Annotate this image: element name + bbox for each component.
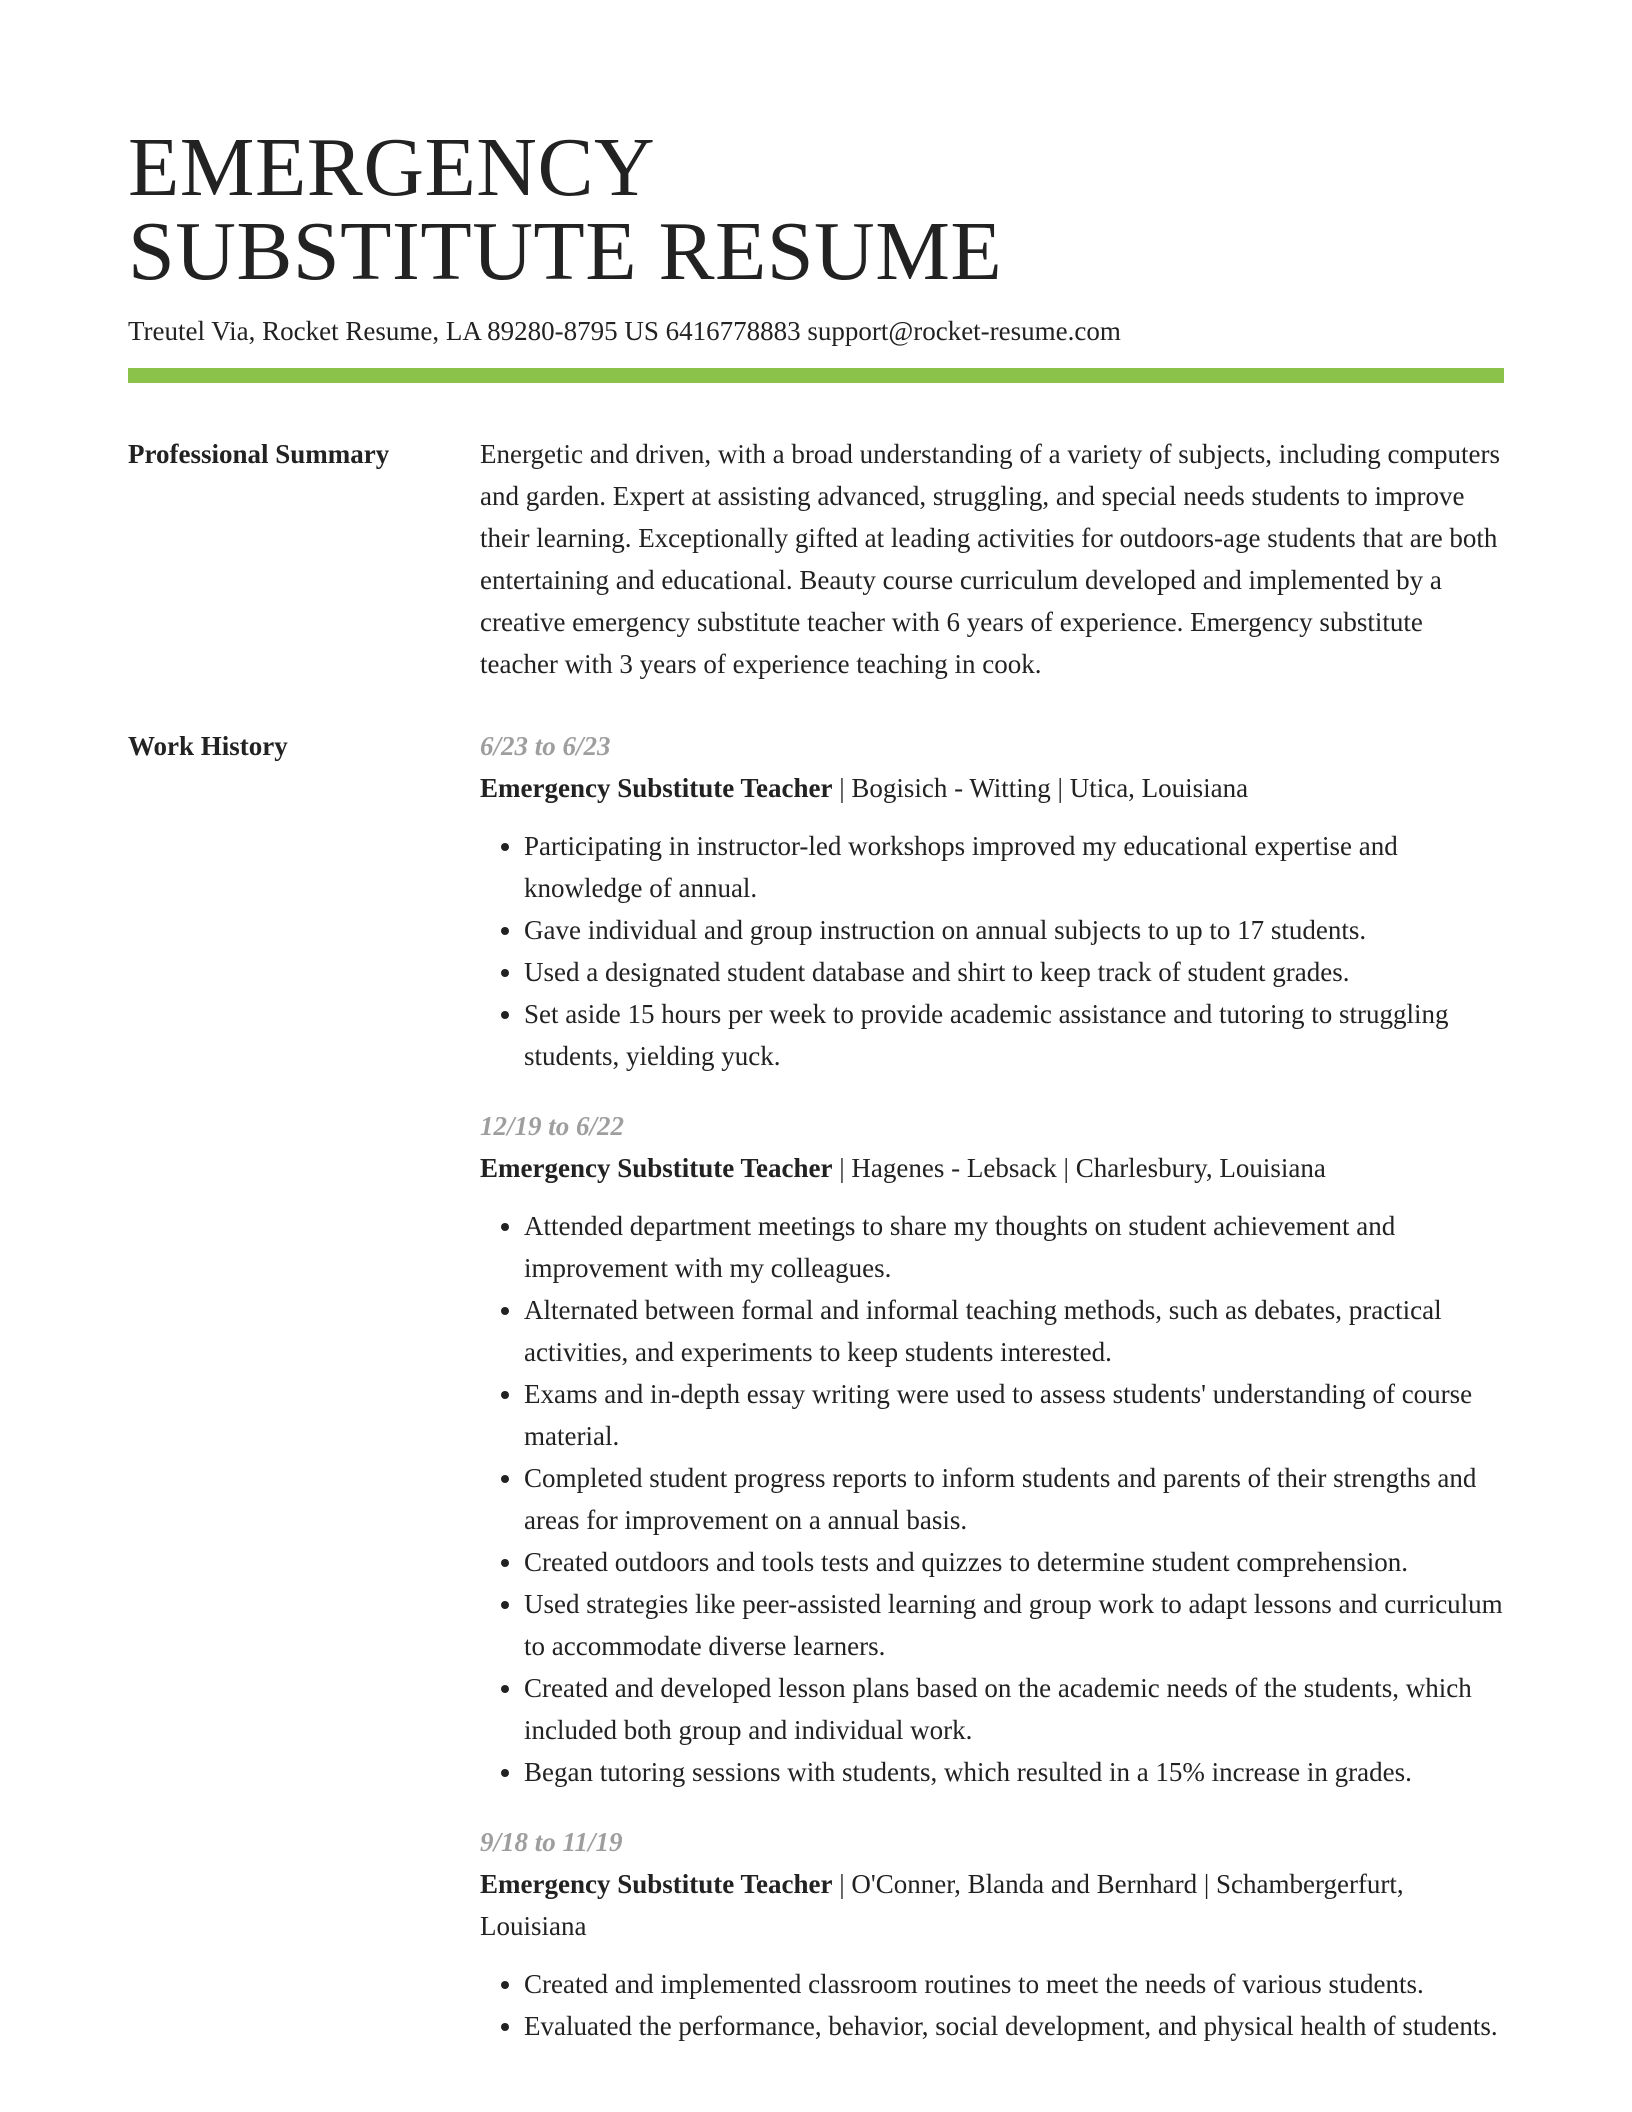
job-bullets: [480, 825, 1504, 1077]
list-item: • Began tutoring sessions with students, which resulted in a 15% increase in grades.: [524, 1751, 1504, 1793]
resume-title-line-1: EMERGENCY: [128, 121, 656, 214]
summary-text: Energetic and driven, with a broad understanding of a variety of subjects, including computers and garden. Expert at assisting advanced, struggling, and special needs students to improve their learning. Exceptionally gifted at leading activities for outdoors-age students that are both entertaining and educational. Beauty course curriculum developed and implemented by a creative emergency substitute teacher with 6 years of experience. Emergency substitute teacher with 3 years of experience teaching in cook.: [480, 439, 1500, 679]
list-item: • Attended department meetings to share my thoughts on student achievement and improvement with my colleagues.: [524, 1205, 1504, 1289]
resume-page: [128, 0, 1504, 2075]
job-header: [480, 1147, 1504, 1189]
job-dates: 12/19 to 6/22: [480, 1111, 625, 1141]
section-heading-summary: Professional Summary: [128, 439, 390, 469]
list-item: • Used a designated student database and shirt to keep track of student grades.: [524, 951, 1504, 993]
list-item: • Used strategies like peer-assisted learning and group work to adapt lessons and curriculum to accommodate diverse learners.: [524, 1583, 1504, 1667]
work-history-section: [128, 725, 1504, 2075]
job-title: Emergency Substitute Teacher: [480, 1869, 833, 1899]
job-header: [480, 767, 1504, 809]
job-dates: 6/23 to 6/23: [480, 731, 611, 761]
job-dates: 9/18 to 11/19: [480, 1827, 623, 1857]
list-item: • Exams and in-depth essay writing were used to assess students' understanding of course material.: [524, 1373, 1504, 1457]
job-details: | Bogisich - Witting | Utica, Louisiana: [832, 773, 1249, 803]
job-entry: [480, 725, 1504, 1077]
job-title: Emergency Substitute Teacher: [480, 1153, 833, 1183]
list-item: • Gave individual and group instruction on annual subjects to up to 17 students.: [524, 909, 1504, 951]
contact-info: Treutel Via, Rocket Resume, LA 89280-8795 US 6416778883 support@rocket-resume.com: [128, 316, 1121, 346]
resume-title-line-2: SUBSTITUTE RESUME: [128, 205, 1003, 298]
summary-body: [480, 433, 1504, 685]
job-title: Emergency Substitute Teacher: [480, 773, 833, 803]
section-heading-work: Work History: [128, 731, 288, 761]
list-item: • Created and implemented classroom routines to meet the needs of various students.: [524, 1963, 1504, 2005]
list-item: • Participating in instructor-led workshops improved my educational expertise and knowledge of annual.: [524, 825, 1504, 909]
list-item: • Completed student progress reports to inform students and parents of their strengths and areas for improvement on a annual basis.: [524, 1457, 1504, 1541]
job-details: | O'Conner, Blanda and Bernhard | Schambergerfurt, Louisiana: [480, 1869, 1404, 1941]
work-history-body: [480, 725, 1504, 2075]
job-header: [480, 1863, 1504, 1947]
job-entry: [480, 1821, 1504, 2047]
job-entry: [480, 1105, 1504, 1793]
list-item: • Set aside 15 hours per week to provide academic assistance and tutoring to struggling students, yielding yuck.: [524, 993, 1504, 1077]
list-item: • Evaluated the performance, behavior, social development, and physical health of students.: [524, 2005, 1504, 2047]
job-details: | Hagenes - Lebsack | Charlesbury, Louisiana: [832, 1153, 1326, 1183]
list-item: • Created and developed lesson plans based on the academic needs of the students, which included both group and individual work.: [524, 1667, 1504, 1751]
resume-title: [128, 0, 1504, 298]
job-bullets: [480, 1963, 1504, 2047]
list-item: • Alternated between formal and informal teaching methods, such as debates, practical activities, and experiments to keep students interested.: [524, 1289, 1504, 1373]
accent-divider: [128, 368, 1504, 383]
job-bullets: [480, 1205, 1504, 1793]
professional-summary-section: [128, 433, 1504, 685]
list-item: • Created outdoors and tools tests and quizzes to determine student comprehension.: [524, 1541, 1504, 1583]
